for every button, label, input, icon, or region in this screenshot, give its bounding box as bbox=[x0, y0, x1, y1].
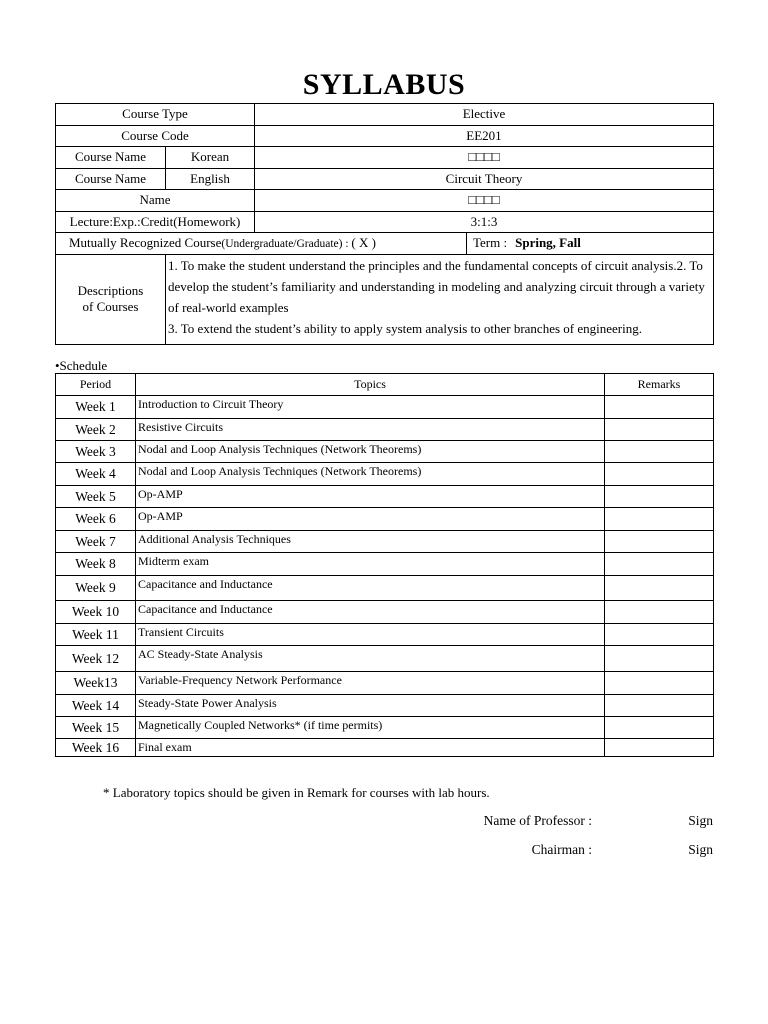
description-paragraph-1: 1. To make the student understand the principles and the fundamental concepts of circuit analysis.2. To develop the student’s familiarity and understanding in modeling and analyzing circuit through a variety of real-world examples bbox=[168, 257, 705, 315]
period-cell: Week 9 bbox=[56, 576, 136, 601]
table-row bbox=[56, 553, 714, 576]
remark-cell bbox=[605, 576, 714, 601]
description-row bbox=[56, 254, 714, 344]
english-label: English bbox=[166, 168, 255, 190]
period-cell: Week 3 bbox=[56, 441, 136, 463]
period-cell: Week 10 bbox=[56, 601, 136, 624]
course-name-label: Course Name bbox=[56, 168, 166, 190]
table-row bbox=[56, 695, 714, 717]
course-name-english-row bbox=[56, 168, 714, 190]
description-label-line-1: Descriptions bbox=[77, 283, 144, 298]
period-cell: Week 4 bbox=[56, 463, 136, 486]
period-header: Period bbox=[56, 374, 136, 396]
table-row bbox=[56, 463, 714, 486]
table-row bbox=[56, 441, 714, 463]
topic-cell: Nodal and Loop Analysis Techniques (Network Theorems) bbox=[136, 441, 605, 463]
schedule-label: •Schedule bbox=[55, 358, 108, 373]
period-cell: Week 1 bbox=[56, 396, 136, 419]
course-type-row bbox=[56, 104, 714, 126]
period-cell: Week 2 bbox=[56, 419, 136, 441]
remark-cell bbox=[605, 441, 714, 463]
topics-header: Topics bbox=[136, 374, 605, 396]
mutual-label-detail: (Undergraduate/Graduate) : bbox=[221, 238, 352, 251]
credit-row bbox=[56, 211, 714, 233]
description-paragraph-2: 3. To extend the student’s ability to apply system analysis to other branches of engineering. bbox=[168, 320, 642, 336]
remark-cell bbox=[605, 531, 714, 553]
korean-course-name: □□□□ bbox=[255, 147, 714, 169]
topic-cell: Op-AMP bbox=[136, 486, 605, 508]
period-cell: Week 14 bbox=[56, 695, 136, 717]
credit-label: Lecture:Exp.:Credit(Homework) bbox=[56, 211, 255, 233]
course-code-value: EE201 bbox=[255, 125, 714, 147]
period-cell: Week 5 bbox=[56, 486, 136, 508]
table-row bbox=[56, 531, 714, 553]
mutual-course-cell bbox=[56, 233, 467, 255]
chairman-label: Chairman : bbox=[531, 842, 592, 857]
table-row bbox=[56, 576, 714, 601]
table-row bbox=[56, 508, 714, 531]
period-cell: Week13 bbox=[56, 672, 136, 695]
name-label: Name bbox=[56, 190, 255, 212]
topic-cell: Capacitance and Inductance bbox=[136, 601, 605, 624]
course-code-row bbox=[56, 125, 714, 147]
remark-cell bbox=[605, 624, 714, 646]
professor-sign: Sign bbox=[688, 813, 713, 828]
mutual-value: ( X ) bbox=[351, 235, 376, 251]
topic-cell: Introduction to Circuit Theory bbox=[136, 396, 605, 419]
course-type-value: Elective bbox=[255, 104, 714, 126]
schedule-table bbox=[55, 373, 714, 757]
description-label-line-2: of Courses bbox=[82, 299, 139, 314]
english-course-name: Circuit Theory bbox=[255, 168, 714, 190]
table-row bbox=[56, 486, 714, 508]
topic-cell: Capacitance and Inductance bbox=[136, 576, 605, 601]
remark-cell bbox=[605, 672, 714, 695]
term-label: Term : bbox=[473, 235, 508, 251]
period-cell: Week 8 bbox=[56, 553, 136, 576]
name-value: □□□□ bbox=[255, 190, 714, 212]
course-name-korean-row bbox=[56, 147, 714, 169]
topic-cell: Final exam bbox=[136, 739, 605, 757]
remark-cell bbox=[605, 739, 714, 757]
table-row bbox=[56, 717, 714, 739]
remark-cell bbox=[605, 396, 714, 419]
remark-cell bbox=[605, 695, 714, 717]
description-text bbox=[166, 254, 714, 344]
period-cell: Week 11 bbox=[56, 624, 136, 646]
remark-cell bbox=[605, 646, 714, 672]
remark-cell bbox=[605, 419, 714, 441]
term-cell bbox=[467, 233, 714, 255]
table-row bbox=[56, 739, 714, 757]
period-cell: Week 16 bbox=[56, 739, 136, 757]
professor-label: Name of Professor : bbox=[483, 813, 592, 828]
remark-cell bbox=[605, 463, 714, 486]
description-label bbox=[56, 254, 166, 344]
period-cell: Week 6 bbox=[56, 508, 136, 531]
table-row bbox=[56, 601, 714, 624]
mutual-label: Mutually Recognized Course bbox=[69, 235, 222, 251]
table-row bbox=[56, 396, 714, 419]
period-cell: Week 12 bbox=[56, 646, 136, 672]
topic-cell: Op-AMP bbox=[136, 508, 605, 531]
table-row bbox=[56, 646, 714, 672]
remark-cell bbox=[605, 553, 714, 576]
remark-cell bbox=[605, 717, 714, 739]
professor-name-row bbox=[56, 190, 714, 212]
remarks-header: Remarks bbox=[605, 374, 714, 396]
topic-cell: Transient Circuits bbox=[136, 624, 605, 646]
course-code-label: Course Code bbox=[56, 125, 255, 147]
course-info-table bbox=[55, 103, 714, 345]
korean-label: Korean bbox=[166, 147, 255, 169]
term-value: Spring, Fall bbox=[515, 235, 581, 251]
remark-cell bbox=[605, 486, 714, 508]
course-name-label: Course Name bbox=[56, 147, 166, 169]
remark-cell bbox=[605, 601, 714, 624]
topic-cell: Nodal and Loop Analysis Techniques (Network Theorems) bbox=[136, 463, 605, 486]
table-row bbox=[56, 419, 714, 441]
credit-value: 3:1:3 bbox=[255, 211, 714, 233]
topic-cell: Additional Analysis Techniques bbox=[136, 531, 605, 553]
lab-footnote: * Laboratory topics should be given in Remark for courses with lab hours. bbox=[103, 785, 490, 800]
remark-cell bbox=[605, 508, 714, 531]
schedule-header-row bbox=[56, 374, 714, 396]
topic-cell: Steady-State Power Analysis bbox=[136, 695, 605, 717]
period-cell: Week 15 bbox=[56, 717, 136, 739]
mutual-term-row bbox=[56, 233, 714, 255]
topic-cell: Resistive Circuits bbox=[136, 419, 605, 441]
topic-cell: Variable-Frequency Network Performance bbox=[136, 672, 605, 695]
period-cell: Week 7 bbox=[56, 531, 136, 553]
chairman-sign: Sign bbox=[688, 842, 713, 857]
course-type-label: Course Type bbox=[56, 104, 255, 126]
table-row bbox=[56, 672, 714, 695]
topic-cell: AC Steady-State Analysis bbox=[136, 646, 605, 672]
table-row bbox=[56, 624, 714, 646]
topic-cell: Midterm exam bbox=[136, 553, 605, 576]
topic-cell: Magnetically Coupled Networks* (if time permits) bbox=[136, 717, 605, 739]
page-title: SYLLABUS bbox=[302, 68, 466, 101]
